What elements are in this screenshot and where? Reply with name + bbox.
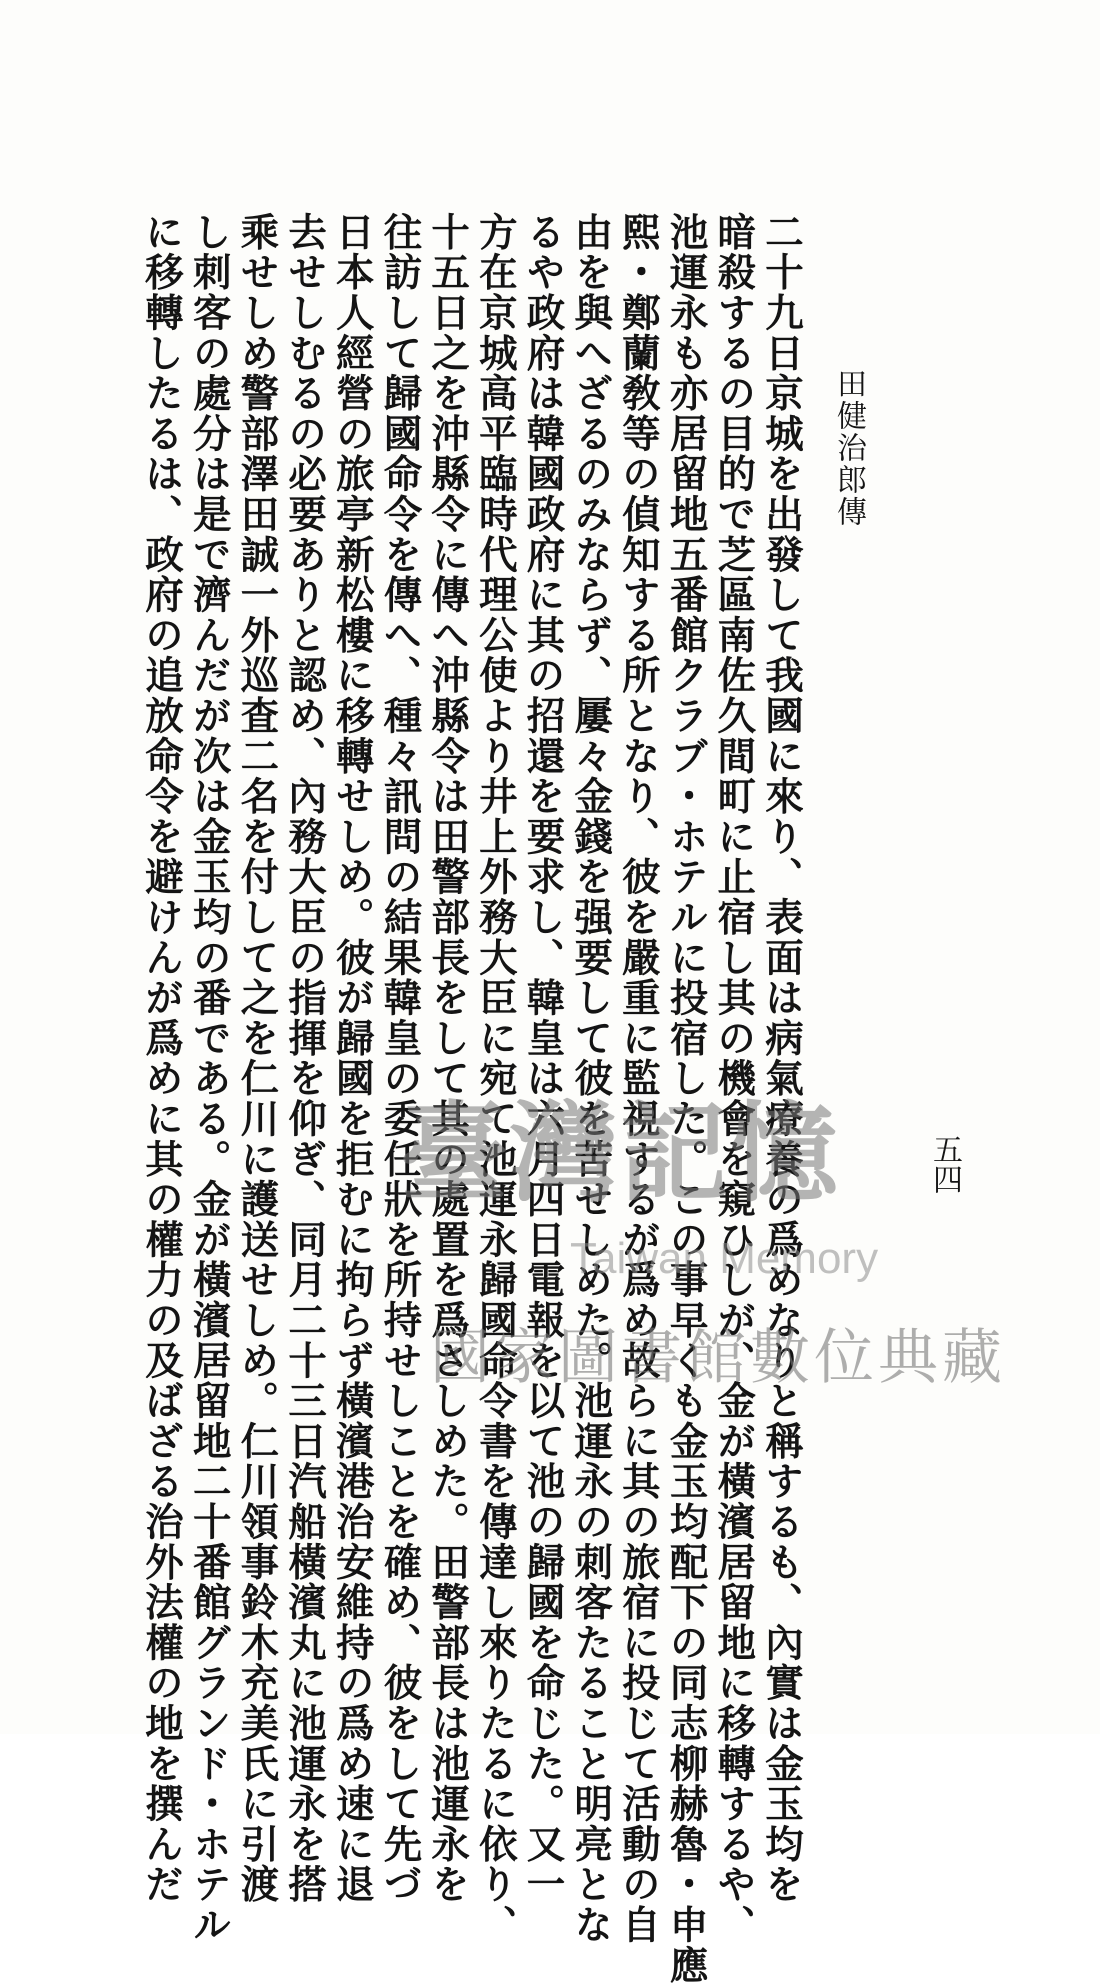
text-line: 日本人經營の旅亭新松樓に移轉せしめ。彼が歸國を拒むに拘らず橫濱港治安維持の爲め速に退 [329,212,375,1905]
text-line: 乘せしめ警部澤田誠一外巡査二名を付して之を仁川に護送せしめ。仁川領事鈴木充美氏に引渡 [234,212,280,1905]
text-line: 暗殺するの目的で芝區南佐久間町に止宿し其の機會を窺ひしが、金が橫濱居留地に移轉するや、 [711,212,757,1945]
text-line: 去せしむるの必要ありと認め、內務大臣の指揮を仰ぎ、同月二十三日汽船橫濱丸に池運永を搭 [282,212,328,1905]
running-title: 田健治郎傳 [831,368,866,528]
watermark-logo-text: 臺灣記憶 [400,1091,841,1217]
body-text [139,212,804,1985]
watermark-library-text: 國家圖書館數位典藏 [430,1323,1006,1393]
watermark-english-text: Taiwan Memory [570,1234,879,1283]
text-line: 熙・鄭蘭敎等の偵知する所となり、彼を嚴重に監視するが爲め故らに其の旅宿に投じて活動の自 [615,212,661,1945]
text-line: るや政府は韓國政府に其の招還を要求し、韓皇は六月四日電報を以て池の歸國を命じた。又一 [520,212,566,1905]
text-line: し刺客の處分は是で濟んだが次は金玉均の番である。金が橫濱居留地二十番館グランド・ホテル [186,212,232,1945]
page-number: 五四 [927,1134,962,1194]
text-line: に移轉したるは、政府の追放命令を避けんが爲めに其の權力の及ばざる治外法權の地を撰んだ [139,212,184,1905]
text-line: 方在京城高平臨時代理公使より井上外務大臣に宛て池運永歸國命令書を傳達し來りたるに依り、 [472,212,518,1945]
text-line: 十五日之を沖縣令に傳へ沖縣令は田警部長をして其の處置を爲さしめた。田警部長は池運永を [425,212,471,1905]
text-line: 池運永も亦居留地五番館クラブ・ホテルに投宿した。この事早くも金玉均配下の同志柳赫魯・申應 [663,212,709,1985]
text-line: 往訪して歸國命令を傳へ、種々訊問の結果韓皇の委任狀を所持せしことを確め、彼をして先づ [377,212,423,1905]
text-line: 二十九日京城を出發して我國に來り、表面は病氣療養の爲めなりと稱するも、內實は金玉均を [758,212,804,1905]
text-line: 由を與へざるのみならず、屢々金錢を强要して彼を苦せしめた。池運永の刺客たること明亮とな [568,212,614,1945]
